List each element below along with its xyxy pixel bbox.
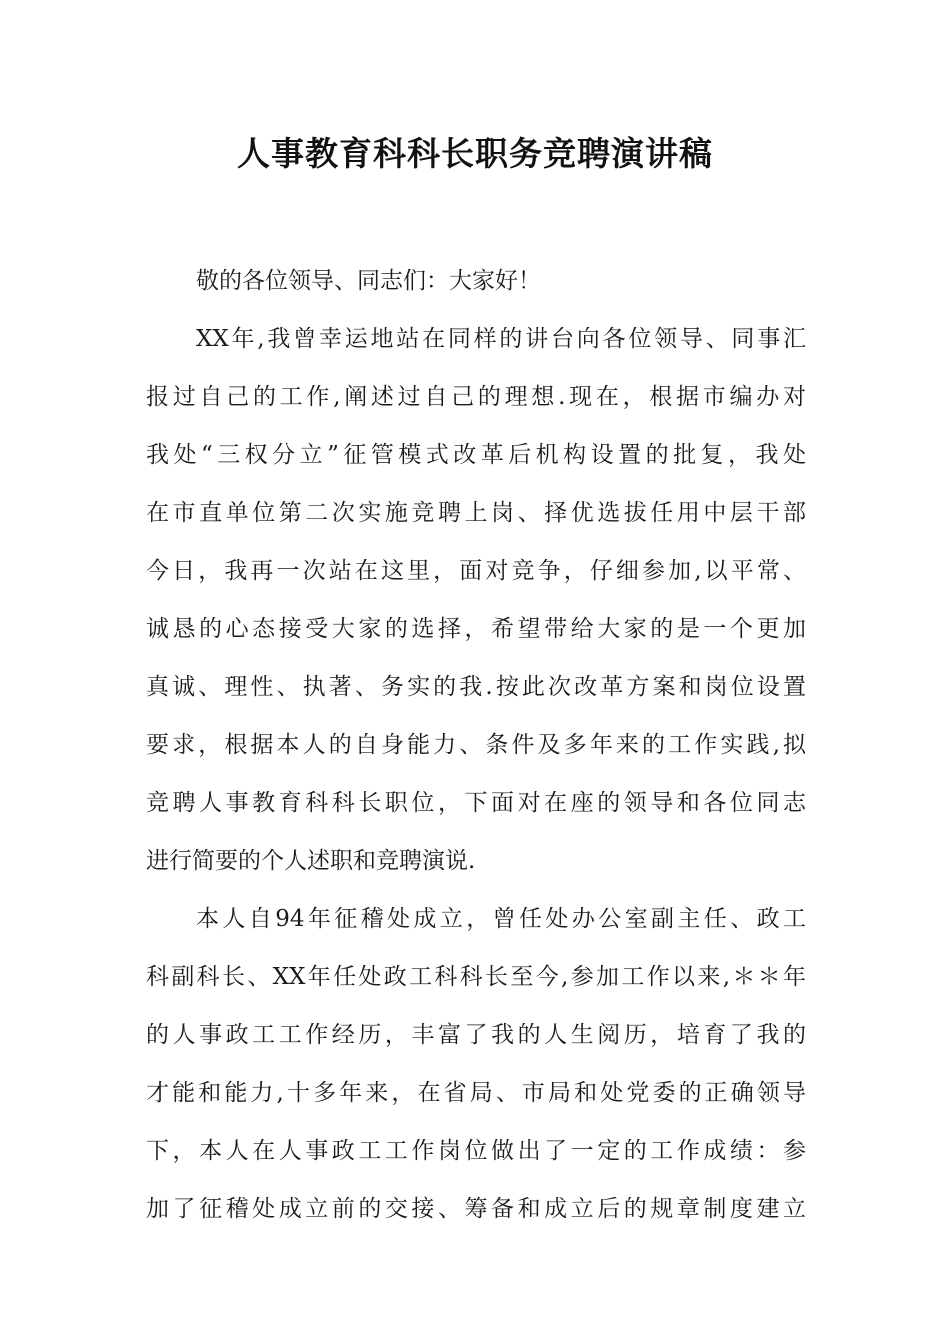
body-line: 在市直单位第二次实施竞聘上岗、择优选拔任用中层干部 xyxy=(146,500,806,526)
body-line: 加了征稽处成立前的交接、筹备和成立后的规章制度建立 xyxy=(146,1196,806,1222)
document-body xyxy=(146,252,806,1238)
body-line: 科副科长、XX年任处政工科科长至今,参加工作以来,＊＊年 xyxy=(146,964,806,990)
document-title: 人事教育科科长职务竞聘演讲稿 xyxy=(237,134,713,173)
body-line: 今日，我再一次站在这里，面对竞争，仔细参加,以平常、 xyxy=(146,558,806,584)
body-line: 诚恳的心态接受大家的选择，希望带给大家的是一个更加 xyxy=(146,616,806,642)
body-line: 本人自94年征稽处成立，曾任处办公室副主任、政工 xyxy=(196,906,806,932)
body-line: XX年,我曾幸运地站在同样的讲台向各位领导、同事汇 xyxy=(196,326,806,352)
body-line: 下，本人在人事政工工作岗位做出了一定的工作成绩：参 xyxy=(146,1138,806,1164)
body-line: 要求，根据本人的自身能力、条件及多年来的工作实践,拟 xyxy=(146,732,806,758)
body-line: 真诚、理性、执著、务实的我.按此次改革方案和岗位设置 xyxy=(146,674,806,700)
body-line: 才能和能力,十多年来，在省局、市局和处党委的正确领导 xyxy=(146,1080,806,1106)
body-line: 进行简要的个人述职和竞聘演说. xyxy=(146,848,476,874)
body-line: 报过自己的工作,阐述过自己的理想.现在，根据市编办对 xyxy=(146,384,806,410)
body-line: 竞聘人事教育科科长职位，下面对在座的领导和各位同志 xyxy=(146,790,806,816)
body-line: 的人事政工工作经历，丰富了我的人生阅历，培育了我的 xyxy=(146,1022,806,1048)
body-line-greeting: 敬的各位领导、同志们：大家好！ xyxy=(196,268,541,294)
body-line: 我处“三权分立”征管模式改革后机构设置的批复，我处 xyxy=(146,442,806,468)
